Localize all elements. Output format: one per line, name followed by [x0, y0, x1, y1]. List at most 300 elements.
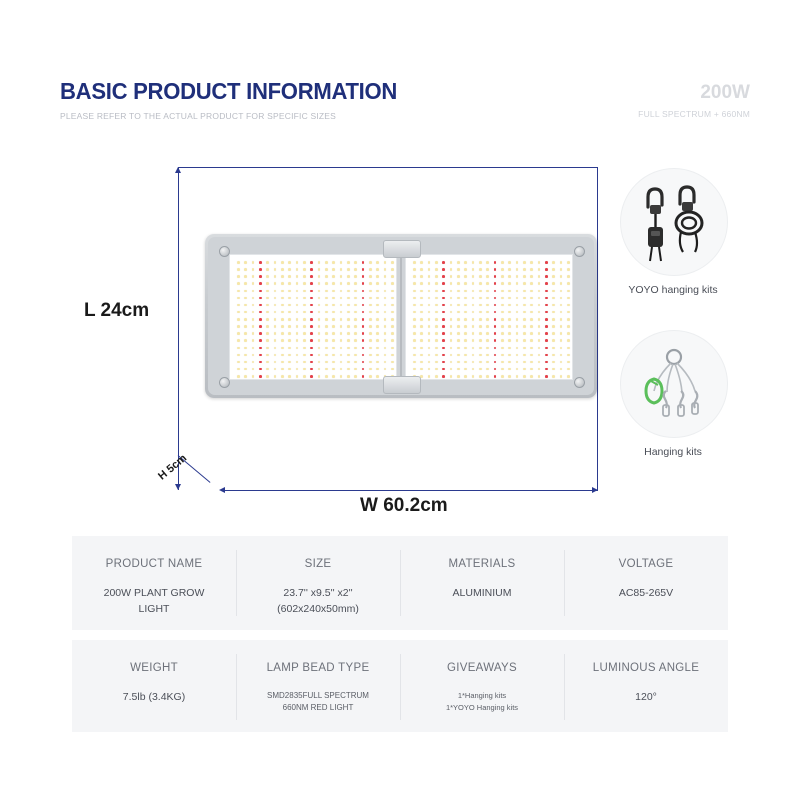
led-dot	[442, 290, 445, 293]
led-dot	[450, 268, 453, 271]
led-dot	[560, 268, 563, 271]
led-dot	[560, 339, 563, 342]
led-dot	[479, 354, 482, 357]
led-dot	[288, 297, 291, 300]
led-dot	[259, 318, 262, 321]
led-dot	[362, 290, 365, 293]
led-dot	[538, 268, 541, 271]
led-dot	[464, 275, 467, 278]
led-dot	[552, 339, 555, 342]
led-board-right	[405, 254, 573, 380]
led-dot	[457, 304, 460, 307]
led-dot	[281, 347, 284, 350]
led-dot	[259, 361, 262, 364]
led-dot	[288, 339, 291, 342]
led-dot	[508, 325, 511, 328]
accessory-image-2	[620, 330, 728, 438]
led-dot	[457, 332, 460, 335]
led-dot	[516, 361, 519, 364]
led-dot	[237, 368, 240, 371]
led-dot	[428, 282, 431, 285]
led-dot	[266, 261, 269, 264]
led-dot	[281, 290, 284, 293]
led-dot	[391, 354, 394, 357]
led-dot	[516, 368, 519, 371]
led-dot	[435, 318, 438, 321]
led-dot	[376, 290, 379, 293]
led-dot	[486, 354, 489, 357]
led-dot	[332, 297, 335, 300]
led-dot	[332, 347, 335, 350]
spec-header: VOLTAGE	[618, 558, 674, 570]
led-dot	[384, 282, 387, 285]
led-dot	[567, 297, 570, 300]
led-dot	[318, 297, 321, 300]
led-dot	[244, 325, 247, 328]
led-dot	[479, 332, 482, 335]
led-dot	[332, 318, 335, 321]
led-dot	[362, 361, 365, 364]
page-title: BASIC PRODUCT INFORMATION	[60, 78, 398, 104]
led-dot	[508, 268, 511, 271]
led-dot	[567, 368, 570, 371]
led-dot	[508, 311, 511, 314]
led-dot	[354, 354, 357, 357]
led-dot	[376, 368, 379, 371]
spec-cell	[72, 536, 236, 630]
led-dot	[340, 339, 343, 342]
accessory-caption: YOYO hanging kits	[628, 284, 718, 296]
led-dot	[376, 375, 379, 378]
led-dot	[303, 375, 306, 378]
led-dot	[244, 282, 247, 285]
led-dot	[545, 339, 548, 342]
led-dot	[552, 297, 555, 300]
led-dot	[310, 304, 313, 307]
led-dot	[560, 290, 563, 293]
led-dot	[332, 325, 335, 328]
led-dot	[296, 290, 299, 293]
led-dot	[369, 368, 372, 371]
led-dot	[486, 290, 489, 293]
led-dot	[296, 368, 299, 371]
led-dot	[376, 297, 379, 300]
led-dot	[479, 325, 482, 328]
led-dot	[303, 268, 306, 271]
led-dot	[310, 347, 313, 350]
led-dot	[310, 375, 313, 378]
header	[60, 78, 750, 121]
led-dot	[450, 375, 453, 378]
led-dot	[369, 354, 372, 357]
led-dot	[259, 375, 262, 378]
guide-bottom-horizontal	[225, 490, 598, 491]
led-dot	[347, 261, 350, 264]
led-dot	[442, 354, 445, 357]
led-dot	[486, 304, 489, 307]
led-dot	[274, 311, 277, 314]
led-dot	[376, 311, 379, 314]
led-dot	[567, 361, 570, 364]
led-dot	[362, 318, 365, 321]
led-dot	[266, 332, 269, 335]
led-dot	[545, 268, 548, 271]
led-dot	[354, 339, 357, 342]
led-dot	[442, 361, 445, 364]
led-dot	[266, 282, 269, 285]
led-dot	[567, 354, 570, 357]
led-dot	[237, 297, 240, 300]
led-dot	[259, 354, 262, 357]
led-dot	[413, 368, 416, 371]
led-dot	[472, 332, 475, 335]
led-dot	[296, 304, 299, 307]
led-dot	[420, 268, 423, 271]
led-dot	[303, 282, 306, 285]
led-dot	[494, 332, 497, 335]
led-dot	[354, 332, 357, 335]
led-dot	[362, 368, 365, 371]
led-dot	[457, 311, 460, 314]
led-dot	[281, 375, 284, 378]
led-dot	[362, 375, 365, 378]
led-dot	[486, 332, 489, 335]
led-dot	[310, 354, 313, 357]
led-dot	[457, 347, 460, 350]
led-dot	[347, 275, 350, 278]
led-dot	[494, 290, 497, 293]
led-dot	[428, 318, 431, 321]
led-dot	[325, 268, 328, 271]
led-dot	[274, 325, 277, 328]
led-dot	[464, 375, 467, 378]
led-dot	[303, 290, 306, 293]
led-dot	[376, 275, 379, 278]
led-dot	[303, 339, 306, 342]
led-dot	[274, 375, 277, 378]
led-dot	[266, 347, 269, 350]
led-dot	[332, 332, 335, 335]
led-dot	[237, 361, 240, 364]
led-dot	[545, 325, 548, 328]
spec-header: PRODUCT NAME	[105, 558, 203, 570]
led-dot	[472, 268, 475, 271]
led-dot	[347, 325, 350, 328]
led-dot	[252, 347, 255, 350]
led-dot	[332, 304, 335, 307]
led-dot	[494, 361, 497, 364]
spec-value: 23.7'' x9.5'' x2'' (602x240x50mm)	[277, 587, 359, 615]
led-dot	[479, 311, 482, 314]
led-dot	[508, 375, 511, 378]
led-dot	[442, 325, 445, 328]
led-dot	[428, 311, 431, 314]
led-dot	[560, 347, 563, 350]
led-dot	[362, 354, 365, 357]
led-dot	[413, 261, 416, 264]
led-dot	[369, 361, 372, 364]
led-dot	[354, 311, 357, 314]
led-dot	[428, 354, 431, 357]
led-dot	[420, 354, 423, 357]
led-dot	[560, 354, 563, 357]
led-dot	[244, 368, 247, 371]
led-dot	[486, 275, 489, 278]
led-dot	[545, 290, 548, 293]
led-dot	[369, 325, 372, 328]
led-dot	[413, 339, 416, 342]
led-dot	[457, 325, 460, 328]
led-dot	[288, 375, 291, 378]
led-dot	[318, 368, 321, 371]
led-dot	[435, 339, 438, 342]
led-dot	[428, 368, 431, 371]
led-dot	[318, 268, 321, 271]
led-dot	[288, 368, 291, 371]
led-dot	[420, 361, 423, 364]
led-dot	[332, 354, 335, 357]
led-dot	[494, 268, 497, 271]
led-dot	[523, 325, 526, 328]
led-dot	[552, 290, 555, 293]
led-dot	[545, 361, 548, 364]
led-dot	[252, 290, 255, 293]
led-dot	[296, 268, 299, 271]
led-dot	[347, 282, 350, 285]
led-dot	[384, 368, 387, 371]
led-dot	[362, 332, 365, 335]
led-dot	[523, 361, 526, 364]
led-dot	[369, 297, 372, 300]
led-dot	[318, 304, 321, 307]
length-label: L 24cm	[84, 300, 150, 321]
led-dot	[516, 304, 519, 307]
center-seam	[400, 252, 402, 380]
led-dot	[354, 261, 357, 264]
led-dot	[296, 318, 299, 321]
led-dot	[376, 361, 379, 364]
led-dot	[472, 325, 475, 328]
led-dot	[501, 375, 504, 378]
led-dot	[296, 311, 299, 314]
led-dot	[516, 261, 519, 264]
led-dot	[538, 304, 541, 307]
grow-light-illustration	[205, 234, 597, 398]
led-dot	[362, 311, 365, 314]
led-dot	[472, 354, 475, 357]
led-dot	[384, 325, 387, 328]
led-dot	[560, 297, 563, 300]
led-dot	[552, 268, 555, 271]
spec-cell	[564, 536, 728, 630]
led-dot	[530, 311, 533, 314]
led-dot	[318, 325, 321, 328]
led-dot	[288, 318, 291, 321]
led-dot	[354, 290, 357, 293]
led-dot	[318, 290, 321, 293]
led-dot	[340, 354, 343, 357]
led-dot	[376, 318, 379, 321]
led-dot	[508, 261, 511, 264]
led-dot	[325, 339, 328, 342]
led-dot	[252, 282, 255, 285]
led-dot	[567, 261, 570, 264]
spec-cell	[236, 640, 400, 732]
led-dot	[428, 290, 431, 293]
led-dot	[252, 339, 255, 342]
led-dot	[362, 268, 365, 271]
led-dot	[457, 354, 460, 357]
led-dot	[457, 375, 460, 378]
led-dot	[486, 268, 489, 271]
led-dot	[332, 339, 335, 342]
led-dot	[420, 347, 423, 350]
led-dot	[508, 332, 511, 335]
led-dot	[259, 311, 262, 314]
led-dot	[288, 261, 291, 264]
led-dot	[428, 325, 431, 328]
led-dot	[281, 332, 284, 335]
led-dot	[332, 290, 335, 293]
led-dot	[457, 290, 460, 293]
led-dot	[310, 275, 313, 278]
led-dot	[530, 275, 533, 278]
spec-cell	[72, 640, 236, 732]
led-dot	[530, 297, 533, 300]
led-dot	[479, 268, 482, 271]
guide-left-vertical	[178, 167, 179, 490]
led-dot	[340, 275, 343, 278]
led-dot	[369, 268, 372, 271]
led-dot	[450, 261, 453, 264]
corner-screw-icon	[574, 377, 585, 388]
led-dot	[266, 268, 269, 271]
led-dot	[464, 347, 467, 350]
led-dot	[274, 318, 277, 321]
led-dot	[530, 282, 533, 285]
led-dot	[538, 318, 541, 321]
led-dot	[494, 339, 497, 342]
led-dot	[472, 318, 475, 321]
led-dot	[384, 339, 387, 342]
led-dot	[362, 325, 365, 328]
led-dot	[274, 297, 277, 300]
led-dot	[486, 261, 489, 264]
led-dot	[384, 361, 387, 364]
led-dot	[545, 347, 548, 350]
led-dot	[310, 325, 313, 328]
led-dot	[538, 282, 541, 285]
led-dot	[310, 311, 313, 314]
led-dot	[501, 282, 504, 285]
led-dot	[442, 311, 445, 314]
led-dot	[318, 375, 321, 378]
led-dot	[435, 275, 438, 278]
led-dot	[501, 311, 504, 314]
led-dot	[545, 332, 548, 335]
spec-value: 120°	[635, 691, 657, 703]
led-dot	[303, 311, 306, 314]
led-dot	[501, 268, 504, 271]
led-dot	[384, 311, 387, 314]
led-dot	[567, 275, 570, 278]
led-dot	[310, 332, 313, 335]
led-dot	[332, 261, 335, 264]
led-dot	[501, 361, 504, 364]
led-dot	[244, 275, 247, 278]
led-dot	[435, 375, 438, 378]
spec-value: 200W PLANT GROW LIGHT	[103, 587, 205, 615]
led-dot	[391, 290, 394, 293]
led-dot	[413, 311, 416, 314]
led-dot	[384, 354, 387, 357]
led-dot	[567, 282, 570, 285]
led-dot	[560, 332, 563, 335]
led-dot	[384, 318, 387, 321]
led-dot	[252, 318, 255, 321]
led-dot	[501, 304, 504, 307]
led-dot	[472, 275, 475, 278]
led-dot	[523, 311, 526, 314]
led-dot	[384, 297, 387, 300]
led-dot	[486, 311, 489, 314]
led-dot	[552, 325, 555, 328]
led-dot	[420, 368, 423, 371]
led-dot	[486, 339, 489, 342]
led-dot	[479, 347, 482, 350]
spec-header: WEIGHT	[130, 662, 178, 674]
spec-row	[72, 536, 728, 630]
led-dot	[567, 347, 570, 350]
led-dot	[523, 290, 526, 293]
led-dot	[508, 297, 511, 300]
led-dot	[523, 282, 526, 285]
led-dot	[281, 261, 284, 264]
led-dot	[274, 368, 277, 371]
led-dot	[266, 368, 269, 371]
led-dot	[310, 268, 313, 271]
led-dot	[494, 297, 497, 300]
wattage-label: 200W	[700, 82, 750, 103]
led-dot	[310, 290, 313, 293]
led-dot	[494, 325, 497, 328]
led-dot	[391, 311, 394, 314]
led-dot	[281, 297, 284, 300]
led-dot	[369, 290, 372, 293]
led-dot	[281, 311, 284, 314]
led-dot	[347, 311, 350, 314]
led-dot	[545, 304, 548, 307]
led-dot	[244, 304, 247, 307]
led-dot	[332, 311, 335, 314]
led-dot	[318, 282, 321, 285]
center-bracket-top	[383, 240, 421, 258]
led-dot	[435, 304, 438, 307]
led-dot	[464, 297, 467, 300]
led-dot	[479, 339, 482, 342]
led-dot	[347, 332, 350, 335]
led-dot	[274, 261, 277, 264]
led-dot	[266, 275, 269, 278]
led-dot	[442, 304, 445, 307]
led-dot	[530, 318, 533, 321]
led-dot	[244, 318, 247, 321]
page-subtitle: PLEASE REFER TO THE ACTUAL PRODUCT FOR SPECIFIC SIZES	[60, 111, 337, 121]
led-dot	[464, 339, 467, 342]
led-dot	[244, 311, 247, 314]
led-dot	[486, 282, 489, 285]
led-dot	[442, 332, 445, 335]
